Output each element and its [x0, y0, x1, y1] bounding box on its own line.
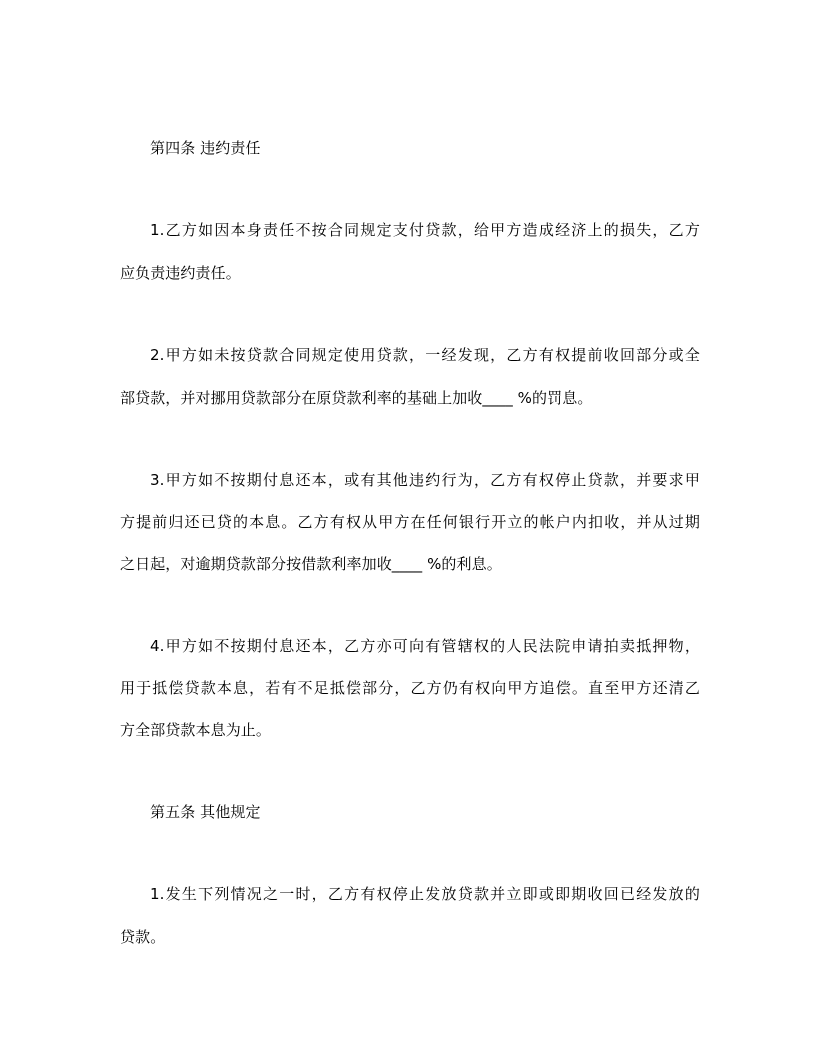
paragraph-line: 方全部贷款本息为止。 — [120, 721, 272, 739]
paragraph-line: 1.乙方如因本身责任不按合同规定支付贷款，给甲方造成经济上的损失，乙方 — [150, 221, 700, 239]
paragraph-line: 3.甲方如不按期付息还本，或有其他违约行为，乙方有权停止贷款，并要求甲 — [150, 471, 700, 489]
paragraph-line: 部贷款，并对挪用贷款部分在原贷款利率的基础上加收____ %的罚息。 — [120, 389, 593, 407]
section-heading-article-5: 第五条 其他规定 — [150, 803, 261, 821]
paragraph-line: 2.甲方如未按贷款合同规定使用贷款，一经发现，乙方有权提前收回部分或全 — [150, 346, 700, 364]
paragraph-line: 贷款。 — [120, 928, 166, 946]
paragraph-line: 4.甲方如不按期付息还本，乙方亦可向有管辖权的人民法院申请拍卖抵押物， — [150, 637, 700, 655]
paragraph-line: 方提前归还已贷的本息。乙方有权从甲方在任何银行开立的帐户内扣收，并从过期 — [120, 513, 700, 531]
paragraph-line: 1.发生下列情况之一时，乙方有权停止发放贷款并立即或即期收回已经发放的 — [150, 885, 700, 903]
paragraph-line: 之日起，对逾期贷款部分按借款利率加收____ %的利息。 — [120, 555, 502, 573]
paragraph-line: 应负责违约责任。 — [120, 264, 241, 282]
section-heading-article-4: 第四条 违约责任 — [150, 139, 261, 157]
paragraph-line: 用于抵偿贷款本息，若有不足抵偿部分，乙方仍有权向甲方追偿。直至甲方还清乙 — [120, 679, 700, 697]
